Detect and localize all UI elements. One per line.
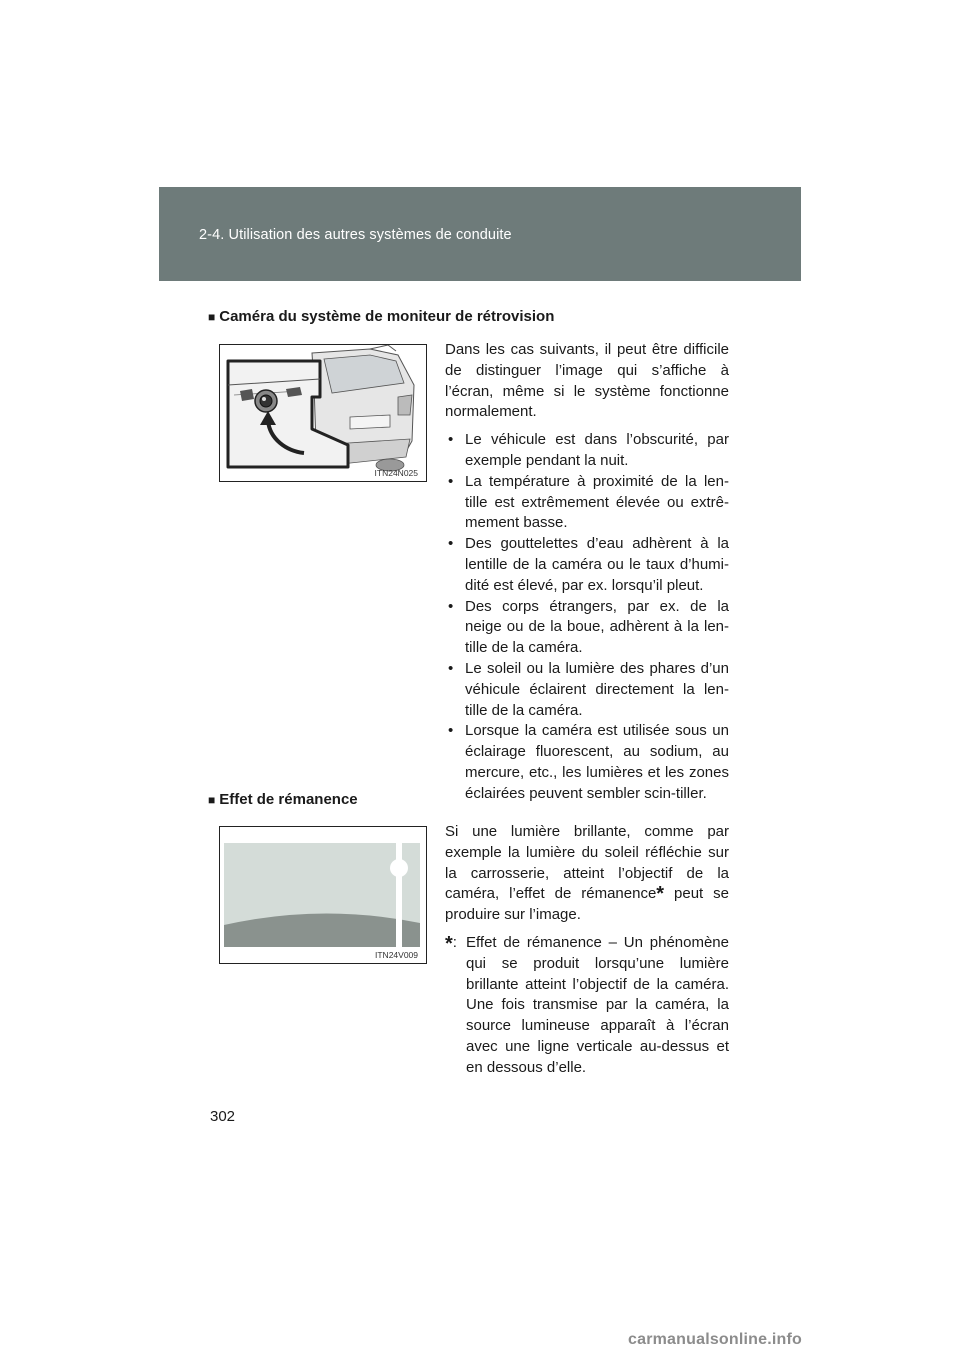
footnote-mark: *: (445, 932, 457, 955)
chapter-title: 2-4. Utilisation des autres systèmes de conduite (199, 227, 512, 243)
smear-intro-paragraph: Si une lumière brillante, comme par exemple la lumière du soleil réfléchie sur la carrosserie, atteint l’objectif de la caméra, l’effet de rémanence* peut se produire sur l’image. (445, 823, 729, 924)
smear-screen-illustration (220, 827, 426, 963)
list-item: • Des gouttelettes d’eau adhèrent à la lentille de la caméra ou le taux d’humi-dité est élevé, par ex. lorsqu’il pleut. (448, 535, 729, 594)
footnote-text: Effet de rémanence – Un phénomène qui se produit lorsqu’une lumière brillante atteint l’objectif de la caméra. Une fois transmise par la caméra, la source lumineuse apparaît à l’écran avec une ligne verticale au-dessus et en dessous d’elle. (466, 933, 729, 1076)
section-heading-smear (208, 791, 358, 808)
bullet-glyph: • (448, 597, 454, 615)
camera-location-figure (219, 344, 427, 482)
section-heading-camera (208, 308, 554, 325)
bullet-glyph: • (448, 431, 454, 449)
bullet-glyph: • (448, 472, 454, 490)
conditions-list (445, 430, 729, 804)
smear-effect-figure (219, 826, 427, 964)
smear-text-column (445, 822, 729, 1079)
footnote-ref: * (656, 883, 665, 906)
list-item: • Lorsque la caméra est utilisée sous un éclairage fluorescent, au sodium, au mercure, etc., les lumières et les zones éclairées peuvent sembler scin-tiller. (448, 722, 729, 802)
figure-code: ITN24V009 (375, 950, 418, 960)
figure-code: ITN24N025 (374, 468, 418, 478)
camera-text-column (445, 340, 729, 805)
list-item: • La température à proximité de la len-tille est extrêmement élevée ou extrê-mement basse. (448, 472, 729, 532)
section-heading-camera-text: Caméra du système de moniteur de rétrovision (219, 308, 555, 325)
footnote (445, 933, 729, 1079)
bullet-glyph: • (448, 659, 454, 677)
heading-marker: ■ (208, 310, 216, 324)
bullet-glyph: • (448, 722, 454, 740)
vehicle-rear-camera-illustration (220, 345, 426, 481)
camera-intro-paragraph: Dans les cas suivants, il peut être difficile de distinguer l’image qui s’affiche à l’écran, même si le système fonctionne normalement. (445, 341, 729, 421)
watermark: carmanualsonline.info (628, 1331, 803, 1348)
list-item: • Le soleil ou la lumière des phares d’un véhicule éclairent directement la len-tille de la caméra. (448, 659, 729, 719)
bullet-glyph: • (448, 535, 454, 553)
list-item: • Des corps étrangers, par ex. de la neige ou de la boue, adhèrent à la len-tille de la caméra. (448, 597, 729, 657)
heading-marker: ■ (208, 793, 216, 807)
section-heading-smear-text: Effet de rémanence (219, 791, 358, 808)
chapter-header (159, 187, 801, 281)
list-item: • Le véhicule est dans l’obscurité, par exemple pendant la nuit. (448, 431, 729, 469)
page-number: 302 (210, 1108, 236, 1125)
